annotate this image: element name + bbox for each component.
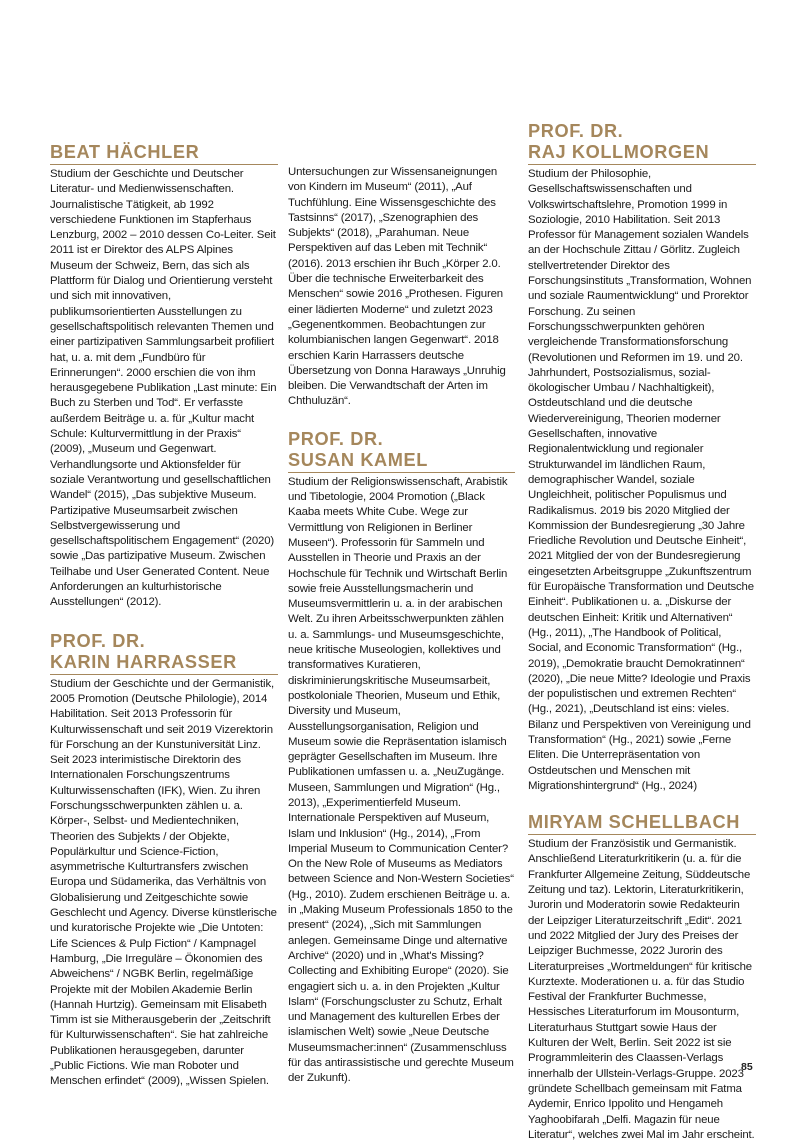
bio-text: Studium der Philosophie, Gesellschaftswissenschaften und Volkswirtschaftslehre, Promotion 1999 in Soziologie, 2010 Habilitation. Seit 2013 Professor für Management sozialen Wandels an der Hochschule Zittau / Görlitz. Zugleich stellvertretender Direktor des Forschungsinstituts „Transformation, Wohnen und soziale Raumentwicklung“ und Prorektor Forschung. Zu seinen Forschungsschwerpunkten gehören vergleichende Transformationsforschung (Revolutionen und Reformen im 19. und 20. Jahrhundert, Postsozialismus, sozial-ökologischer Umbau / Nachhaltigkeit), Ostdeutschland und die deutsche Wiedervereinigung, Theorien moderner Gesellschaften, innovative Regionalentwicklung und regionaler Strukturwandel im ländlichen Raum, demographischer Wandel, soziale Ungleichheit, politischer Populismus und Radikalismus. 2019 bis 2020 Mitglied der Kommission der Bundesregierung „30 Jahre Friedliche Revolution und Deutsche Einheit“, 2021 Mitglied der von der Bundesregierung eingesetzten Arbeitsgruppe „Zukunftszentrum für Europäische Transformation und Deutsche Einheit“. Publikationen u. a. „Diskurse der deutschen Einheit: Kritik und Alternativen“ (Hg., 2011), „The Handbook of Political, Social, and Economic Transformation“ (Hg., 2019), „Demokratie braucht Demokratinnen“ (2020), „Die neue Mitte? Ideologie und Praxis der populistischen und extremen Rechten“ (Hg., 2021), „Deutschland ist eins: vieles. Bilanz und Perspektiven von Vereinigung und Transformation“ (Hg., 2021) sowie „Ferne Eliten. Die Unterrepräsentation von Ostdeutschen und Menschen mit Migrationshintergrund“ (Hg., 2024) <box>528 168 754 792</box>
bio-name <box>50 631 278 675</box>
bio-beat-haechler <box>50 142 278 611</box>
page-number: 85 <box>741 1061 753 1073</box>
name-line: SUSAN KAMEL <box>288 449 428 470</box>
bio-text: Studium der Geschichte und der Germanistik, 2005 Promotion (Deutsche Philologie), 2014 Habilitation. Seit 2013 Professorin für Kulturwissenschaft und seit 2019 Vizerektorin für Forschung an der Kunstuniversität Linz. Seit 2023 interimistische Direktorin des Internationalen Forschungszentrums Kulturwissenschaften (IFK), Wien. Zu ihren Forschungsschwerpunkten zählen u. a. Körper-, Selbst- und Medientechniken, Theorien des Subjekts / der Objekte, Populärkultur und Science-Fiction, asymmetrische Kulturtransfers zwischen Europa und Südamerika, das Verhältnis von Globalisierung und Zeitgeschichte sowie Geschlecht und Agency. Diverse künstlerische und kuratorische Projekte wie „Die Untoten: Life Sciences & Pulp Fiction“ / Kampnagel Hamburg, „Die Irreguläre – Ökonomien des Abweichens“ / NGBK Berlin, regelmäßige Projekte mit der Mobilen Akademie Berlin (Hannah Hurtzig). Gemeinsam mit Elisabeth Timm ist sie Mitherausgeberin der „Zeitschrift für Kulturwissenschaften“. Sie hat zahlreiche Publikationen herausgegeben, darunter „Public Fictions. Wie man Roboter und Menschen erfindet“ (2009), „Wissen Spielen. <box>50 677 277 1088</box>
bio-susan-kamel <box>288 429 515 1087</box>
column-right <box>528 121 756 1143</box>
column-middle <box>288 165 515 1087</box>
bio-name <box>50 142 278 165</box>
name-line: PROF. DR. <box>528 121 624 141</box>
name-line: BEAT HÄCHLER <box>50 142 200 162</box>
name-line: PROF. DR. <box>288 428 384 449</box>
bio-name <box>528 121 756 165</box>
bio-continuation-text: Untersuchungen zur Wissensaneignungen von Kindern im Museum“ (2011), „Auf Tuchfühlung. Eine Wissensgeschichte des Tastsinns“ (2017), „Szenographien des Subjekts“ (2018), „Parahuman. Neue Perspektiven auf das Leben mit Technik“ (2016). 2013 erschien ihr Buch „Körper 2.0. Über die technische Erweiterbarkeit des Menschen“ sowie 2016 „Prothesen. Figuren einer lädierten Moderne“ und zuletzt 2023 „Gegenentkommen. Beobachtungen zur kolumbianischen langen Gegenwart“. 2018 erschien Karin Harrassers deutsche Übersetzung von Donna Haraways „Unruhig bleiben. Die Verwandtschaft der Arten im Chthuluzän“. <box>288 166 506 408</box>
bio-name <box>528 812 756 835</box>
name-line: RAJ KOLLMORGEN <box>528 142 710 162</box>
bio-name <box>288 429 515 473</box>
name-line: PROF. DR. <box>50 630 146 651</box>
bio-karin-harrasser <box>50 631 278 1090</box>
bio-miryam-schellbach <box>528 812 756 1143</box>
name-line: MIRYAM SCHELLBACH <box>528 812 740 833</box>
column-left <box>50 142 278 1090</box>
bio-text: Studium der Französistik und Germanistik. Anschließend Literaturkritikerin (u. a. für die Frankfurter Allgemeine Zeitung, Süddeutsche Zeitung und taz). Lektorin, Literaturkritikerin, Jurorin und Moderatorin sowie Redakteurin der Leipziger Literaturzeitschrift „Edit“. 2021 und 2022 Mitglied der Jury des Preises der Leipziger Buchmesse, 2022 Jurorin des Literaturpreises „Wortmeldungen“ für kritische Kurztexte. Moderationen u. a. für das Studio Festival der Frankfurter Buchmesse, Hessisches Literaturforum im Mousonturm, Literaturhaus Stuttgart sowie Haus der Kulturen der Welt, Berlin. Seit 2022 ist sie Programmleiterin des Claassen-Verlags innerhalb der Ullstein-Verlags-Gruppe. 2023 gründete Schellbach gemeinsam mit Fatma Aydemir, Enrico Ippolito und Hengameh Yaghoobifarah „Delfi. Magazin für neue Literatur“, welches zwei Mal im Jahr erscheint. <box>528 838 755 1141</box>
bio-text: Studium der Geschichte und Deutscher Literatur- und Medienwissenschaften. Journalistische Tätigkeit, ab 1992 verschiedene Funktionen im Stapferhaus Lenzburg, 2002 – 2010 dessen Co-Leiter. Seit 2011 ist er Direktor des ALPS Alpines Museum der Schweiz, Bern, das sich als Plattform für Dialog und Orientierung versteht und sich mit innovativen, publikumsorientierten Ausstellungen zu gesellschaftspolitisch relevanten Themen und einer partizipativen Sammlungsarbeit profiliert hat, u. a. mit dem „Fundbüro für Erinnerungen“. 2000 erschien die von ihm herausgegebene Publikation „Last minute: Ein Buch zu Sterben und Tod“. Er verfasste außerdem Beiträge u. a. für „Kultur macht Schule: Kulturvermittlung in der Praxis“ (2009), „Museum und Gegenwart. Verhandlungsorte und Aktionsfelder für soziale Verantwortung und gesellschaftlichen Wandel“ (2015), „Das subjektive Museum. Partizipative Museumsarbeit zwischen Selbstvergewisserung und gesellschaftspolitischem Engagement“ (2020) sowie „Das partizipative Museum. Zwischen Teilhabe und User Generated Content. Neue Anforderungen an kulturhistorische Ausstellungen“ (2012). <box>50 168 277 609</box>
name-line: KARIN HARRASSER <box>50 651 237 672</box>
bio-raj-kollmorgen <box>528 121 756 794</box>
bio-text: Studium der Religionswissenschaft, Arabistik und Tibetologie, 2004 Promotion („Black Kaaba meets White Cube. Wege zur Vermittlung von Religionen in Berliner Museen“). Professorin für Sammeln und Ausstellen in Theorie und Praxis an der Hochschule für Technik und Wirtschaft Berlin sowie freie Ausstellungsmacherin und Museumsvermittlerin u. a. in der arabischen Welt. Zu ihren Arbeitsschwerpunkten zählen u. a. Sammlungs- und Museumsgeschichte, neue kritische Museologien, kollektives und transformatives Kuratieren, diskriminierungskritische Museumsarbeit, postkoloniale Theorien, Museum und Ethik, Diversity und Museum, Ausstellungsorganisation, Religion und Museum sowie die Repräsentation islamisch geprägter Gesellschaften im Museum. Ihre Publikationen umfassen u. a. „NeuZugänge. Museen, Sammlungen und Migration“ (Hg., 2013), „Experimentierfeld Museum. Internationale Perspektiven auf Museum, Islam und Inklusion“ (Hg., 2014), „From Imperial Museum to Communication Center? On the New Role of Museums as Mediators between Science and Non-Western Societies“ (Hg., 2010). Zudem erschienen Beiträge u. a. in „Making Museum Professionals 1850 to the present“ (2024), „Sich mit Sammlungen anlegen. Gemeinsame Dinge und alternative Archive“ (2020) und in „What's Missing? Collecting and Exhibiting Europe“ (2020). Sie engagiert sich u. a. in den Projekten „Kultur Islam“ (Forschungscluster zu Schutz, Erhalt und Management des kulturellen Erbes der islamischen Welt) sowie „Neue Deutsche Museumsmacher:innen“ (Zusammenschluss für das antirassistische und gerechte Museum der Zukunft). <box>288 475 514 1085</box>
